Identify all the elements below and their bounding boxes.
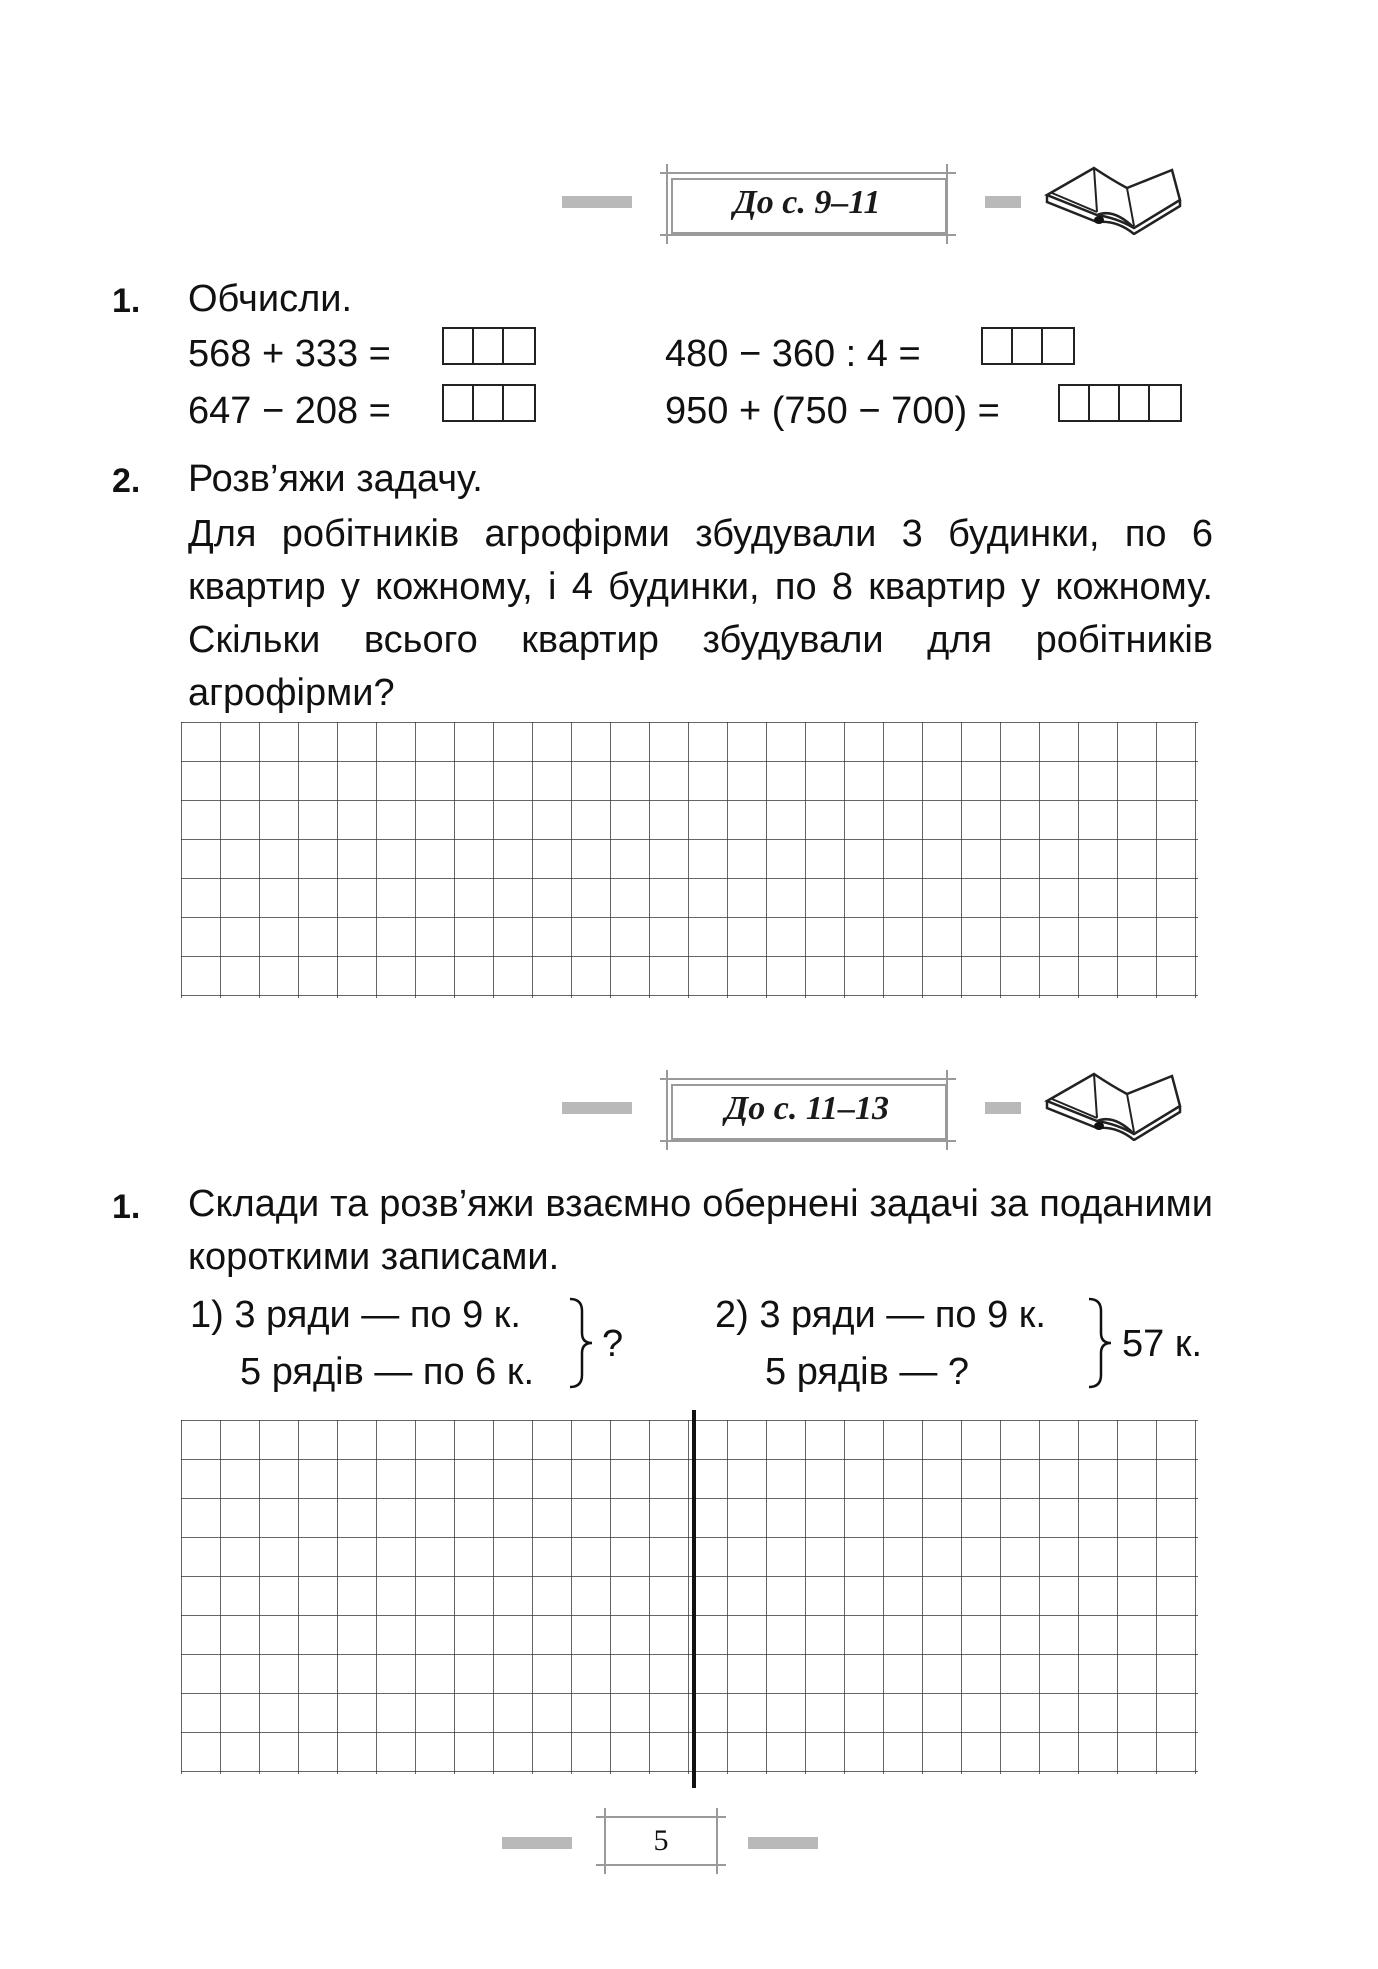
answer-grid-1[interactable] xyxy=(178,712,1218,1012)
task-number: 1. xyxy=(112,282,141,320)
brace-icon xyxy=(566,1295,596,1391)
expression-a: 568 + 333 = xyxy=(188,333,391,375)
header-bar-right xyxy=(985,1102,1021,1114)
header-title: До с. 11–13 xyxy=(725,1090,889,1127)
brace-icon xyxy=(1085,1295,1115,1391)
expression-d: 950 + (750 − 700) = xyxy=(665,390,1000,432)
header-bar-left xyxy=(562,196,632,208)
header-title: До с. 9–11 xyxy=(733,184,881,221)
expression-c: 647 − 208 = xyxy=(188,390,391,432)
task-title: Розв’яжи задачу. xyxy=(188,458,483,500)
expression-b: 480 − 360 : 4 = xyxy=(665,333,921,375)
header-bar-right xyxy=(985,196,1021,208)
answer-grid-2[interactable] xyxy=(178,1410,1218,1790)
open-book-icon xyxy=(1042,1066,1182,1141)
note-1-line-2: 5 рядів — по 6 к. xyxy=(240,1351,535,1393)
task-text: Для робітників агрофірми збудували 3 будинки, по 6 квартир у кожному, і 4 будинки, по 8 квартир у кожному. Скільки всього квартир збудували для робітників агрофірми? xyxy=(188,513,1213,714)
answer-boxes-b[interactable] xyxy=(981,327,1075,365)
note-2-result: 57 к. xyxy=(1122,1323,1203,1365)
footer-bar-left xyxy=(502,1837,572,1849)
answer-boxes-c[interactable] xyxy=(442,384,536,422)
header-bar-left xyxy=(562,1102,632,1114)
answer-boxes-a[interactable] xyxy=(442,327,536,365)
answer-boxes-d[interactable] xyxy=(1058,384,1182,422)
open-book-icon xyxy=(1042,160,1182,235)
note-2-line-2: 5 рядів — ? xyxy=(765,1351,970,1393)
task-number: 2. xyxy=(112,462,141,500)
note-2-line-1: 2) 3 ряди — по 9 к. xyxy=(715,1294,1046,1336)
note-1-line-1: 1) 3 ряди — по 9 к. xyxy=(190,1294,521,1336)
note-1-result: ? xyxy=(602,1323,624,1365)
task-text: Склади та розв’яжи взаємно обернені задачі за поданими короткими записами. xyxy=(188,1183,1213,1278)
page-number: 5 xyxy=(653,1824,669,1857)
footer-bar-right xyxy=(748,1837,818,1849)
task-number: 1. xyxy=(112,1188,141,1226)
task-title: Обчисли. xyxy=(188,278,353,320)
